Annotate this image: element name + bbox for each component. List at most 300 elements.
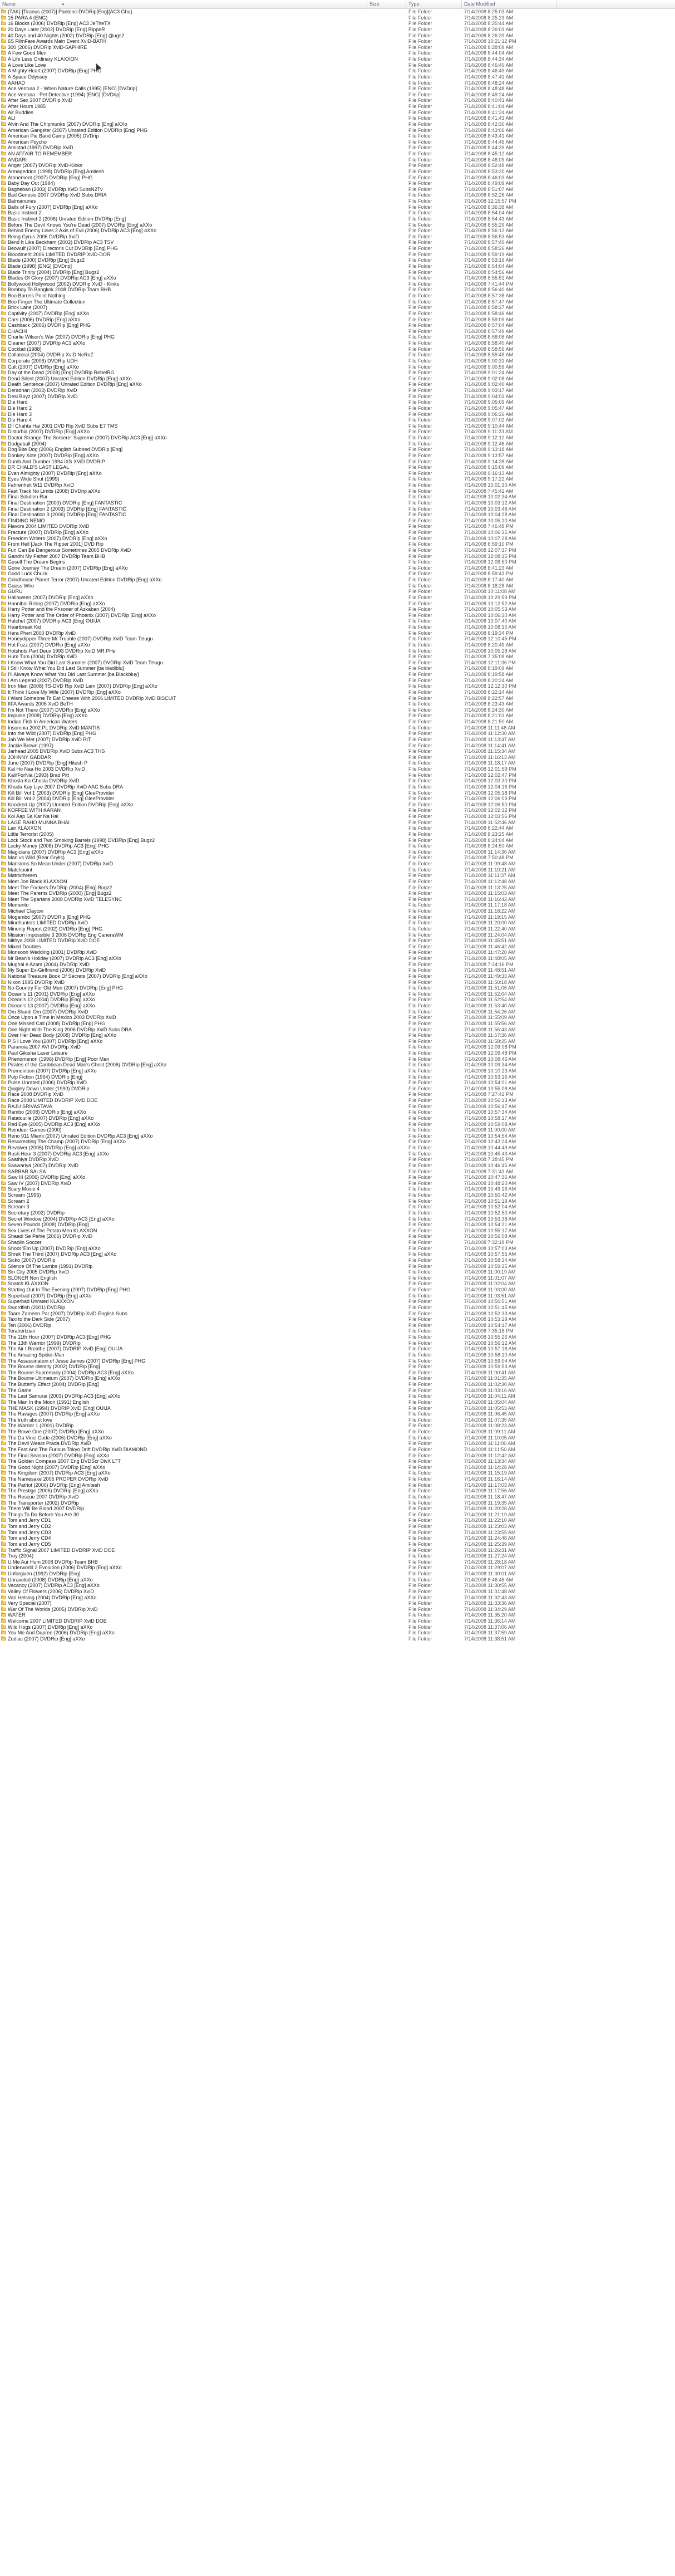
file-row[interactable] (0, 234, 675, 240)
file-row[interactable] (0, 1186, 675, 1192)
folder-icon (1, 673, 6, 676)
file-row[interactable] (0, 731, 675, 737)
file-row[interactable] (0, 488, 675, 494)
file-row[interactable] (0, 1524, 675, 1530)
file-row[interactable] (0, 1607, 675, 1613)
file-row[interactable] (0, 322, 675, 329)
file-row[interactable] (0, 1133, 675, 1139)
file-row[interactable] (0, 429, 675, 435)
file-row[interactable] (0, 216, 675, 222)
file-row[interactable] (0, 938, 675, 944)
file-row[interactable] (0, 814, 675, 820)
file-row[interactable] (0, 672, 675, 678)
file-row[interactable] (0, 1506, 675, 1512)
file-row[interactable] (0, 180, 675, 187)
file-row[interactable] (0, 482, 675, 488)
file-row[interactable] (0, 364, 675, 370)
file-row[interactable] (0, 97, 675, 104)
file-row[interactable] (0, 1571, 675, 1577)
file-row[interactable] (0, 1174, 675, 1181)
file-row[interactable] (0, 334, 675, 340)
file-row[interactable] (0, 696, 675, 702)
file-row[interactable] (0, 1039, 675, 1045)
file-row[interactable] (0, 1027, 675, 1033)
file-row[interactable] (0, 807, 675, 814)
file-row[interactable] (0, 1151, 675, 1157)
file-row[interactable] (0, 1393, 675, 1399)
file-row[interactable] (0, 577, 675, 583)
column-header-name[interactable] (0, 0, 367, 8)
file-row[interactable] (0, 1494, 675, 1500)
file-row[interactable] (0, 192, 675, 198)
file-row[interactable] (0, 38, 675, 45)
file-row[interactable] (0, 1618, 675, 1624)
file-row[interactable] (0, 263, 675, 270)
file-row[interactable] (0, 1009, 675, 1015)
file-row[interactable] (0, 145, 675, 151)
file-row[interactable] (0, 9, 675, 15)
file-row[interactable] (0, 861, 675, 867)
file-row[interactable] (0, 1003, 675, 1009)
file-row[interactable] (0, 1553, 675, 1559)
file-row[interactable] (0, 914, 675, 920)
file-name: Valley Of Flowers (2006) DVDRip XviD (8, 1588, 94, 1594)
file-row[interactable] (0, 405, 675, 412)
file-row[interactable] (0, 1275, 675, 1281)
file-row[interactable] (0, 453, 675, 459)
file-row[interactable] (0, 849, 675, 855)
file-row[interactable] (0, 1453, 675, 1459)
file-row[interactable] (0, 317, 675, 323)
file-row[interactable] (0, 506, 675, 512)
folder-icon (1, 1116, 6, 1120)
file-row[interactable] (0, 121, 675, 128)
file-row[interactable] (0, 1375, 675, 1382)
file-row[interactable] (0, 796, 675, 802)
file-name: Lucky Money (2008) DVDRip AC3 [Eng] PHG (8, 843, 109, 849)
file-row[interactable] (0, 1293, 675, 1299)
file-row[interactable] (0, 1074, 675, 1080)
file-row[interactable] (0, 210, 675, 216)
file-row[interactable] (0, 417, 675, 423)
file-row[interactable] (0, 820, 675, 826)
file-row[interactable] (0, 281, 675, 287)
file-row[interactable] (0, 1056, 675, 1062)
file-row[interactable] (0, 1299, 675, 1305)
file-row[interactable] (0, 926, 675, 932)
file-row[interactable] (0, 523, 675, 530)
file-row[interactable] (0, 1417, 675, 1423)
file-row[interactable] (0, 1240, 675, 1246)
file-row[interactable] (0, 1334, 675, 1340)
file-row[interactable] (0, 80, 675, 86)
file-row[interactable] (0, 1547, 675, 1554)
file-row[interactable] (0, 980, 675, 986)
file-row[interactable] (0, 500, 675, 506)
file-row[interactable] (0, 1269, 675, 1275)
file-row[interactable] (0, 1098, 675, 1104)
file-row[interactable] (0, 459, 675, 465)
file-row[interactable] (0, 1340, 675, 1346)
file-row[interactable] (0, 772, 675, 778)
file-row[interactable] (0, 1530, 675, 1536)
file-row[interactable] (0, 1630, 675, 1636)
file-row[interactable] (0, 1565, 675, 1571)
file-row[interactable] (0, 1405, 675, 1412)
file-row[interactable] (0, 701, 675, 707)
file-row[interactable] (0, 1109, 675, 1115)
file-row[interactable] (0, 991, 675, 997)
file-row[interactable] (0, 707, 675, 713)
file-row[interactable] (0, 665, 675, 672)
column-header-size[interactable] (367, 0, 406, 8)
file-row[interactable] (0, 1216, 675, 1222)
file-row[interactable] (0, 50, 675, 56)
file-row[interactable] (0, 311, 675, 317)
file-row[interactable] (0, 381, 675, 388)
file-row[interactable] (0, 110, 675, 116)
file-row[interactable] (0, 1062, 675, 1068)
file-row[interactable] (0, 1441, 675, 1447)
file-row[interactable] (0, 1015, 675, 1021)
file-name: Scream 3 (8, 1204, 29, 1210)
file-row[interactable] (0, 1115, 675, 1122)
file-row[interactable] (0, 1157, 675, 1163)
file-row[interactable] (0, 305, 675, 311)
file-row[interactable] (0, 1559, 675, 1565)
file-row[interactable] (0, 169, 675, 175)
file-row[interactable] (0, 725, 675, 731)
file-row[interactable] (0, 748, 675, 755)
file-row[interactable] (0, 967, 675, 973)
file-row[interactable] (0, 743, 675, 749)
file-row[interactable] (0, 1388, 675, 1394)
file-row[interactable] (0, 547, 675, 554)
file-row[interactable] (0, 388, 675, 394)
file-row[interactable] (0, 541, 675, 547)
file-row[interactable] (0, 601, 675, 607)
file-row[interactable] (0, 624, 675, 630)
file-row[interactable] (0, 518, 675, 524)
file-row[interactable] (0, 1447, 675, 1453)
file-row[interactable] (0, 239, 675, 246)
file-row[interactable] (0, 340, 675, 346)
file-row[interactable] (0, 352, 675, 358)
file-row[interactable] (0, 755, 675, 761)
file-date: 7/14/2008 11:03:16 AM (464, 1387, 516, 1393)
file-row[interactable] (0, 1458, 675, 1465)
file-row[interactable] (0, 660, 675, 666)
file-row[interactable] (0, 1251, 675, 1257)
file-row[interactable] (0, 204, 675, 210)
file-row[interactable] (0, 1287, 675, 1293)
file-row[interactable] (0, 128, 675, 134)
file-row[interactable] (0, 270, 675, 276)
file-row[interactable] (0, 74, 675, 80)
file-row[interactable] (0, 45, 675, 51)
file-row[interactable] (0, 1145, 675, 1151)
file-row[interactable] (0, 21, 675, 27)
file-row[interactable] (0, 447, 675, 453)
file-row[interactable] (0, 949, 675, 956)
file-row[interactable] (0, 1636, 675, 1642)
file-row[interactable] (0, 86, 675, 92)
file-row[interactable] (0, 944, 675, 950)
file-row[interactable] (0, 1021, 675, 1027)
file-row[interactable] (0, 1364, 675, 1370)
file-row[interactable] (0, 1512, 675, 1518)
file-row[interactable] (0, 1246, 675, 1252)
file-row[interactable] (0, 1323, 675, 1329)
file-row[interactable] (0, 1429, 675, 1435)
file-name: Air Buddies (8, 109, 34, 115)
file-row[interactable] (0, 435, 675, 441)
file-row[interactable] (0, 1624, 675, 1630)
file-row[interactable] (0, 198, 675, 204)
file-name: The Brave One (2007) DVDRip [Eng] aXXo (8, 1429, 104, 1434)
file-row[interactable] (0, 897, 675, 903)
file-row[interactable] (0, 536, 675, 542)
file-date: 7/14/2008 10:54:01 AM (464, 1080, 516, 1086)
file-row[interactable] (0, 1541, 675, 1547)
file-row[interactable] (0, 784, 675, 790)
file-type: File Folder (408, 1393, 432, 1399)
file-row[interactable] (0, 1263, 675, 1270)
file-row[interactable] (0, 1465, 675, 1471)
file-row[interactable] (0, 329, 675, 335)
file-row[interactable] (0, 885, 675, 891)
file-row[interactable] (0, 92, 675, 98)
file-row[interactable] (0, 1233, 675, 1240)
file-row[interactable] (0, 1612, 675, 1618)
file-row[interactable] (0, 1316, 675, 1323)
file-row[interactable] (0, 56, 675, 62)
file-row[interactable] (0, 68, 675, 74)
file-row[interactable] (0, 589, 675, 595)
file-row[interactable] (0, 962, 675, 968)
file-row[interactable] (0, 133, 675, 139)
file-row[interactable] (0, 151, 675, 157)
file-row[interactable] (0, 879, 675, 885)
file-row[interactable] (0, 299, 675, 305)
file-row[interactable] (0, 1435, 675, 1441)
file-row[interactable] (0, 275, 675, 281)
file-row[interactable] (0, 1032, 675, 1039)
file-row[interactable] (0, 642, 675, 648)
file-row[interactable] (0, 471, 675, 477)
file-row[interactable] (0, 618, 675, 624)
file-row[interactable] (0, 1595, 675, 1601)
file-row[interactable] (0, 1204, 675, 1210)
file-row[interactable] (0, 559, 675, 565)
file-row[interactable] (0, 1050, 675, 1056)
file-row[interactable] (0, 630, 675, 636)
file-row[interactable] (0, 187, 675, 193)
file-row[interactable] (0, 228, 675, 234)
file-row[interactable] (0, 678, 675, 684)
file-row[interactable] (0, 1517, 675, 1524)
file-row[interactable] (0, 1044, 675, 1050)
file-row[interactable] (0, 583, 675, 589)
file-row[interactable] (0, 606, 675, 613)
file-row[interactable] (0, 27, 675, 33)
file-row[interactable] (0, 1346, 675, 1352)
file-row[interactable] (0, 293, 675, 299)
file-row[interactable] (0, 1181, 675, 1187)
file-row[interactable] (0, 595, 675, 601)
file-row[interactable] (0, 1382, 675, 1388)
file-row[interactable] (0, 1535, 675, 1541)
file-row[interactable] (0, 1198, 675, 1204)
file-row[interactable] (0, 802, 675, 808)
file-row[interactable] (0, 394, 675, 400)
file-row[interactable] (0, 1476, 675, 1482)
file-row[interactable] (0, 843, 675, 849)
file-row[interactable] (0, 1411, 675, 1417)
file-name: You Me And Dupree (2006) DVDRip [Eng] aXXo (8, 1630, 115, 1636)
file-row[interactable] (0, 175, 675, 181)
file-row[interactable] (0, 1370, 675, 1376)
file-row[interactable] (0, 760, 675, 766)
file-row[interactable] (0, 831, 675, 838)
file-row[interactable] (0, 252, 675, 258)
file-row[interactable] (0, 139, 675, 145)
file-row[interactable] (0, 257, 675, 263)
file-name: Shoot 'Em Up (2007) DVDRip [Eng] aXXo (8, 1245, 101, 1251)
file-row[interactable] (0, 1139, 675, 1145)
file-row[interactable] (0, 766, 675, 772)
file-row[interactable] (0, 932, 675, 938)
file-row[interactable] (0, 1305, 675, 1311)
file-row[interactable] (0, 512, 675, 518)
file-row[interactable] (0, 33, 675, 39)
file-row[interactable] (0, 441, 675, 447)
file-row[interactable] (0, 1482, 675, 1488)
file-row[interactable] (0, 648, 675, 654)
file-row[interactable] (0, 1192, 675, 1198)
file-row[interactable] (0, 973, 675, 980)
file-row[interactable] (0, 246, 675, 252)
file-row[interactable] (0, 956, 675, 962)
column-header-date[interactable] (462, 0, 556, 8)
file-row[interactable] (0, 825, 675, 831)
file-row[interactable] (0, 908, 675, 914)
file-row[interactable] (0, 997, 675, 1003)
file-row[interactable] (0, 1577, 675, 1583)
file-row[interactable] (0, 554, 675, 560)
file-row[interactable] (0, 1583, 675, 1589)
file-row[interactable] (0, 1228, 675, 1234)
file-row[interactable] (0, 1169, 675, 1175)
file-row[interactable] (0, 689, 675, 696)
file-row[interactable] (0, 855, 675, 861)
file-row[interactable] (0, 1091, 675, 1098)
file-row[interactable] (0, 464, 675, 471)
file-row[interactable] (0, 683, 675, 689)
file-row[interactable] (0, 104, 675, 110)
file-row[interactable] (0, 778, 675, 784)
file-row[interactable] (0, 115, 675, 121)
file-row[interactable] (0, 15, 675, 21)
file-row[interactable] (0, 790, 675, 796)
file-row[interactable] (0, 1257, 675, 1263)
file-row[interactable] (0, 873, 675, 879)
file-row[interactable] (0, 423, 675, 429)
file-row[interactable] (0, 654, 675, 660)
file-row[interactable] (0, 902, 675, 908)
file-row[interactable] (0, 1163, 675, 1169)
file-row[interactable] (0, 157, 675, 163)
file-row[interactable] (0, 1222, 675, 1228)
file-type: File Folder (408, 38, 432, 45)
file-row[interactable] (0, 1500, 675, 1506)
file-row[interactable] (0, 1104, 675, 1110)
column-header-type[interactable] (406, 0, 462, 8)
file-row[interactable] (0, 719, 675, 725)
file-row[interactable] (0, 1399, 675, 1405)
file-row[interactable] (0, 571, 675, 577)
file-row[interactable] (0, 370, 675, 376)
file-row[interactable] (0, 636, 675, 642)
file-row[interactable] (0, 1423, 675, 1429)
file-row[interactable] (0, 1488, 675, 1494)
file-row[interactable] (0, 399, 675, 405)
file-row[interactable] (0, 1352, 675, 1358)
file-row[interactable] (0, 1122, 675, 1128)
file-row[interactable] (0, 376, 675, 382)
file-row[interactable] (0, 1068, 675, 1074)
file-type: File Folder (408, 766, 432, 772)
file-row[interactable] (0, 1080, 675, 1086)
file-row[interactable] (0, 713, 675, 719)
file-row[interactable] (0, 62, 675, 68)
file-row[interactable] (0, 1600, 675, 1607)
file-row[interactable] (0, 1589, 675, 1595)
file-row[interactable] (0, 985, 675, 991)
file-row[interactable] (0, 565, 675, 571)
file-row[interactable] (0, 838, 675, 844)
file-row[interactable] (0, 287, 675, 293)
file-row[interactable] (0, 890, 675, 897)
file-row[interactable] (0, 1086, 675, 1092)
file-name: Magicians (2007) DVDRip AC3 [Eng] aXXo (8, 849, 104, 855)
file-date: 7/14/2008 11:20:00 AM (464, 920, 516, 926)
file-row[interactable] (0, 530, 675, 536)
file-row[interactable] (0, 867, 675, 873)
file-name: Fun Can Be Dangerous Sometimes 2005 DVDRip XviD (8, 547, 131, 553)
file-row[interactable] (0, 163, 675, 169)
folder-icon (1, 927, 6, 931)
file-row[interactable] (0, 1210, 675, 1216)
file-row[interactable] (0, 613, 675, 619)
folder-icon (1, 1389, 6, 1392)
file-row[interactable] (0, 1281, 675, 1287)
file-row[interactable] (0, 1328, 675, 1334)
file-row[interactable] (0, 737, 675, 743)
file-name: Knocked Up (2007) Unrated Edition DVDRip [Eng] aXXo (8, 801, 134, 807)
file-row[interactable] (0, 476, 675, 482)
file-row[interactable] (0, 494, 675, 500)
file-row[interactable] (0, 920, 675, 926)
file-row[interactable] (0, 1358, 675, 1364)
file-row[interactable] (0, 346, 675, 352)
file-row[interactable] (0, 1311, 675, 1317)
file-row[interactable] (0, 412, 675, 418)
file-row[interactable] (0, 1470, 675, 1476)
file-row[interactable] (0, 1127, 675, 1133)
file-row[interactable] (0, 358, 675, 364)
file-row[interactable] (0, 222, 675, 228)
